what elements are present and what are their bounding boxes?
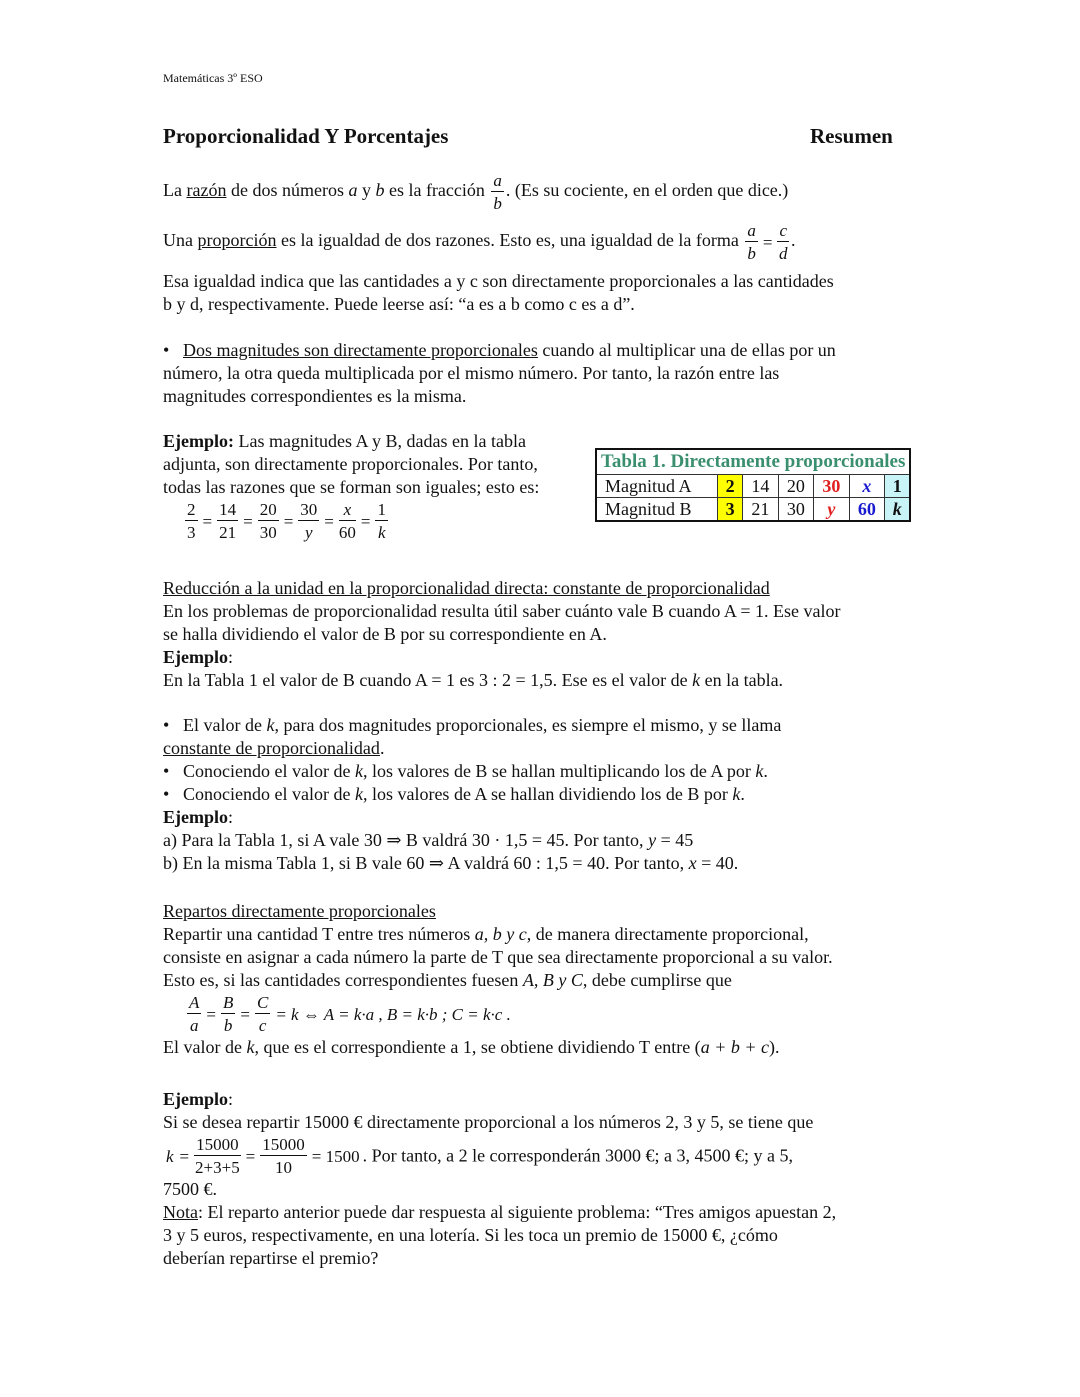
proporcion-definition: Una proporción es la igualdad de dos razones. Esto es, una igualdad de la forma $\frac{a}{b}$ = $\frac{c}{d}$ . xyxy=(163,221,796,263)
tabla-1 xyxy=(595,448,911,522)
document-header: Matemáticas 3º ESO xyxy=(163,71,263,85)
bullet-icon: • xyxy=(163,340,170,360)
reduccion-section: Reducción a la unidad en la proporcionalidad directa: constante de proporcionalidad En los problemas de proporcionalidad resulta útil saber cuánto vale B cuando A = 1. Ese valor se halla dividiendo el valor de B por su correspondiente en A. Ejemplo: En la Tabla 1 el valor de B cuando A = 1 es 3 : 2 = 1,5. Ese es el valor de k en la tabla. xyxy=(163,578,841,690)
razon-definition: La razón de dos números a y b es la fracción $\frac{a}{b}$ . (Es su cociente, en el orden que dice.) xyxy=(163,171,789,213)
fraction: $\frac{c}{d}$ xyxy=(778,221,788,263)
table-row: Magnitud B 3 21 30 y 60 k xyxy=(596,498,910,522)
fraction: $\frac{a}{b}$ xyxy=(747,221,756,263)
proporcion-term: proporción xyxy=(197,230,277,251)
table-row: Magnitud A 2 14 20 30 x 1 xyxy=(596,475,910,498)
bullet-icon: • xyxy=(163,761,170,781)
reparto-formula: $\frac{A}{a}$ = $\frac{B}{b}$ = $\frac{C}{c}$ = k ⇔ A = k·a , B = k·b ; C = k·c . xyxy=(189,993,511,1035)
repartos-section: Repartos directamente proporcionales Repartir una cantidad T entre tres números a, b y c, de manera directamente proporcional, consiste en asignar a cada número la parte de T que sea directamente proporcional a su valor. Esto es, si las cantidades correspondientes fuesen A, B y C, debe cumplirse que $\frac{A}{a}$ = $\frac{B}{b}$ = $\frac{C}{c}$ = k ⇔ A = k·a , B = k·b ; C = k·c . El valor de k, que es el correspondiente a 1, se obtiene dividiendo T entre (a + b + c). xyxy=(163,900,923,1059)
constante-section: • El valor de k, para dos magnitudes proporcionales, es siempre el mismo, y se llama constante de proporcionalidad. • Conociendo el valor de k, los valores de B se hallan multiplicando los de A por k. • Conociendo el valor de k, los valores de A se hallan dividiendo los de B por k. Ejemplo: a) Para la Tabla 1, si A vale 30 ⇒ B valdrá 30 · 1,5 = 45. Por tanto, y = 45 b) En la misma Tabla 1, si B vale 60 ⇒ A valdrá 60 : 1,5 = 40. Por tanto, x = 40. xyxy=(163,715,782,873)
bullet-icon: • xyxy=(163,784,170,804)
ejemplo-reparto: Ejemplo: Si se desea repartir 15000 € directamente proporcional a los números 2, 3 y 5, se tiene que k = $\frac{15000}{2+3+5}$ = $\frac{15000}{10}$ = 1500 . Por tanto, a 2 le corresponderán 3000 €; a 3, 4500 €; y a 5, 7500 €. Nota: El reparto anterior puede dar respuesta al siguiente problema: “Tres amigos apuestan 2, 3 y 5 euros, respectivamente, en una lotería. Si les toca un premio de 15000 €, ¿cómo deberían repartirse el premio? xyxy=(163,1088,923,1270)
k-calculation: k = $\frac{15000}{2+3+5}$ = $\frac{15000}{10}$ = 1500 . Por tanto, a 2 le corresponderán 3000 €; a 3, 4500 €; y a 5, xyxy=(166,1135,793,1177)
page-subtitle: Resumen xyxy=(810,124,893,148)
igualdad-paragraph: Esa igualdad indica que las cantidades a y c son directamente proporcionales a las cantidades b y d, respectivamente. Puede leerse así: “a es a b como c es a d”. xyxy=(163,271,834,314)
ejemplo1-paragraph: Ejemplo: Las magnitudes A y B, dadas en la tabla adjunta, son directamente proporcionales. Por tanto, todas las razones que se forman son iguales; esto es: $\frac{2}{3}$ = $\frac{14}{21}$ = $\frac{20}{30}$ = $\frac{30}{y}$ = $\frac{x}{60}$ = $\frac{1}{k}$ xyxy=(163,430,583,541)
section-heading: Repartos directamente proporcionales xyxy=(163,901,436,921)
directas-paragraph: • Dos magnitudes son directamente proporcionales cuando al multiplicar una de ellas por un número, la otra queda multiplicada por el mismo número. Por tanto, la razón entre las magnitudes correspondientes es la misma. xyxy=(163,340,836,406)
ratio-equality: $\frac{2}{3}$ = $\frac{14}{21}$ = $\frac{20}{30}$ = $\frac{30}{y}$ = $\frac{x}{60}$ = $\frac{1}{k}$ xyxy=(187,500,386,542)
section-heading: Reducción a la unidad en la proporcionalidad directa: constante de proporcionalidad xyxy=(163,578,770,598)
page-title: Proporcionalidad Y Porcentajes xyxy=(163,124,449,148)
fraction: $\frac{a}{b}$ xyxy=(493,171,502,213)
bullet-icon: • xyxy=(163,715,170,735)
razon-term: razón xyxy=(186,180,227,201)
table-caption: Tabla 1. Directamente proporcionales xyxy=(596,449,910,475)
